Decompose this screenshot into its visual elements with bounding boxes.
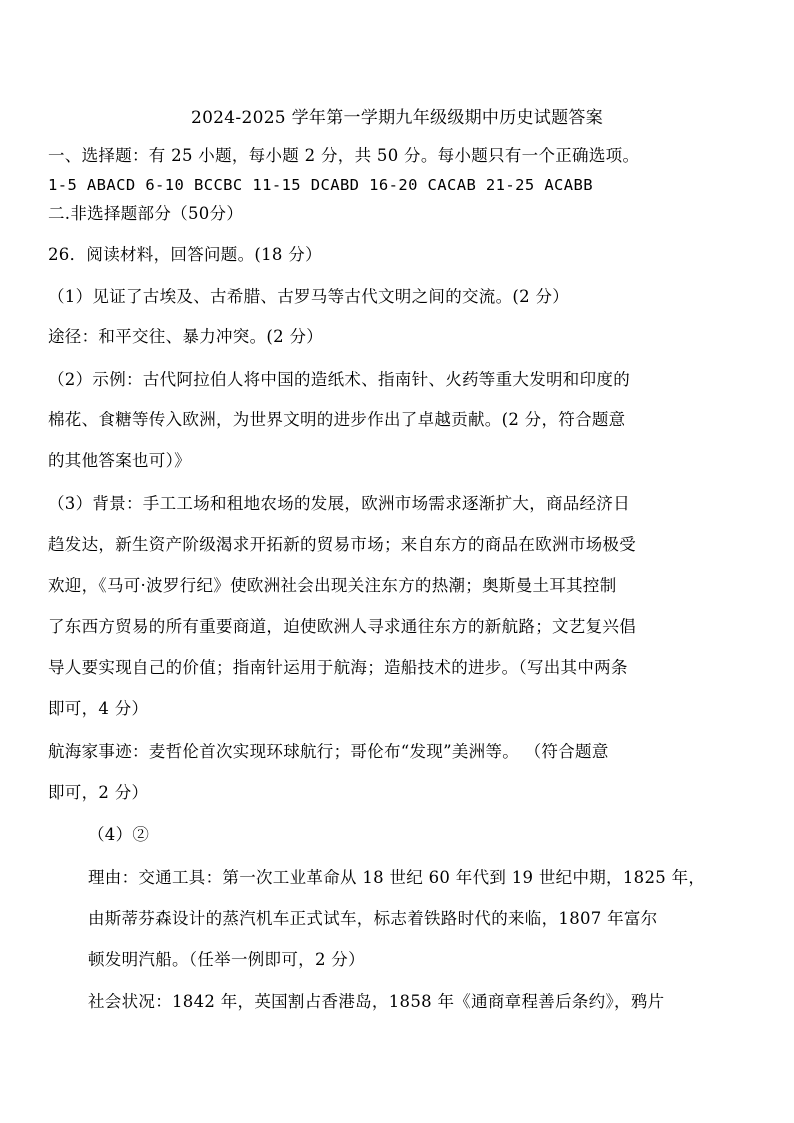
- answer-line: 由斯蒂芬森设计的蒸汽机车正式试车，标志着铁路时代的来临，1807 年富尔: [88, 909, 658, 928]
- answer-line: 导人要实现自己的价值；指南针运用于航海；造船技术的进步。（写出其中两条: [48, 658, 628, 677]
- answer-line: 社会状况：1842 年，英国割占香港岛，1858 年《通商章程善后条约》，鸦片: [88, 992, 665, 1011]
- answer-line: 途径：和平交往、暴力冲突。(2 分）: [48, 327, 324, 346]
- answer-line: 棉花、食糖等传入欧洲，为世界文明的进步作出了卓越贡献。(2 分，符合题意: [48, 410, 626, 429]
- answer-line: 航海家事迹：麦哲伦首次实现环球航行；哥伦布“发现”美洲等。 （符合题意: [48, 742, 609, 761]
- answer-line: 了东西方贸易的所有重要商道，迫使欧洲人寻求通往东方的新航路；文艺复兴倡: [48, 617, 636, 636]
- answer-line: 即可，4 分）: [48, 699, 149, 718]
- answer-line: 即可，2 分）: [48, 783, 149, 802]
- answer-line: （3）背景：手工工场和租地农场的发展，欧洲市场需求逐渐扩大，商品经济日: [48, 494, 630, 513]
- answer-line: 趋发达，新生资产阶级渴求开拓新的贸易市场；来自东方的商品在欧洲市场极受: [48, 535, 636, 554]
- section-two-heading: 二.非选择题部分（50分）: [48, 204, 244, 223]
- answer-line: （2）示例：古代阿拉伯人将中国的造纸术、指南针、火药等重大发明和印度的: [48, 370, 630, 389]
- document-title: 2024-2025 学年第一学期九年级级期中历史试题答案: [190, 108, 604, 128]
- section-one-heading: 一、选择题：有 25 小题，每小题 2 分，共 50 分。每小题只有一个正确选项。: [48, 146, 640, 165]
- answer-line: 理由：交通工具：第一次工业革命从 18 世纪 60 年代到 19 世纪中期，1825 年，: [88, 868, 706, 887]
- sub-question-heading: （4）②: [88, 825, 150, 844]
- answer-line: 顿发明汽船。（任举一例即可，2 分）: [88, 950, 365, 969]
- answer-line: 欢迎，《马可·波罗行纪》使欧洲社会出现关注东方的热潮；奥斯曼土耳其控制: [48, 576, 617, 595]
- question-26-heading: 26．阅读材料，回答问题。(18 分）: [48, 245, 322, 264]
- answer-line: （1）见证了古埃及、古希腊、古罗马等古代文明之间的交流。(2 分）: [48, 287, 570, 306]
- answer-line: 的其他答案也可）》: [48, 451, 191, 470]
- multiple-choice-answers: 1-5 ABACD 6-10 BCCBC 11-15 DCABD 16-20 CACAB 21-25 ACABB: [48, 176, 593, 194]
